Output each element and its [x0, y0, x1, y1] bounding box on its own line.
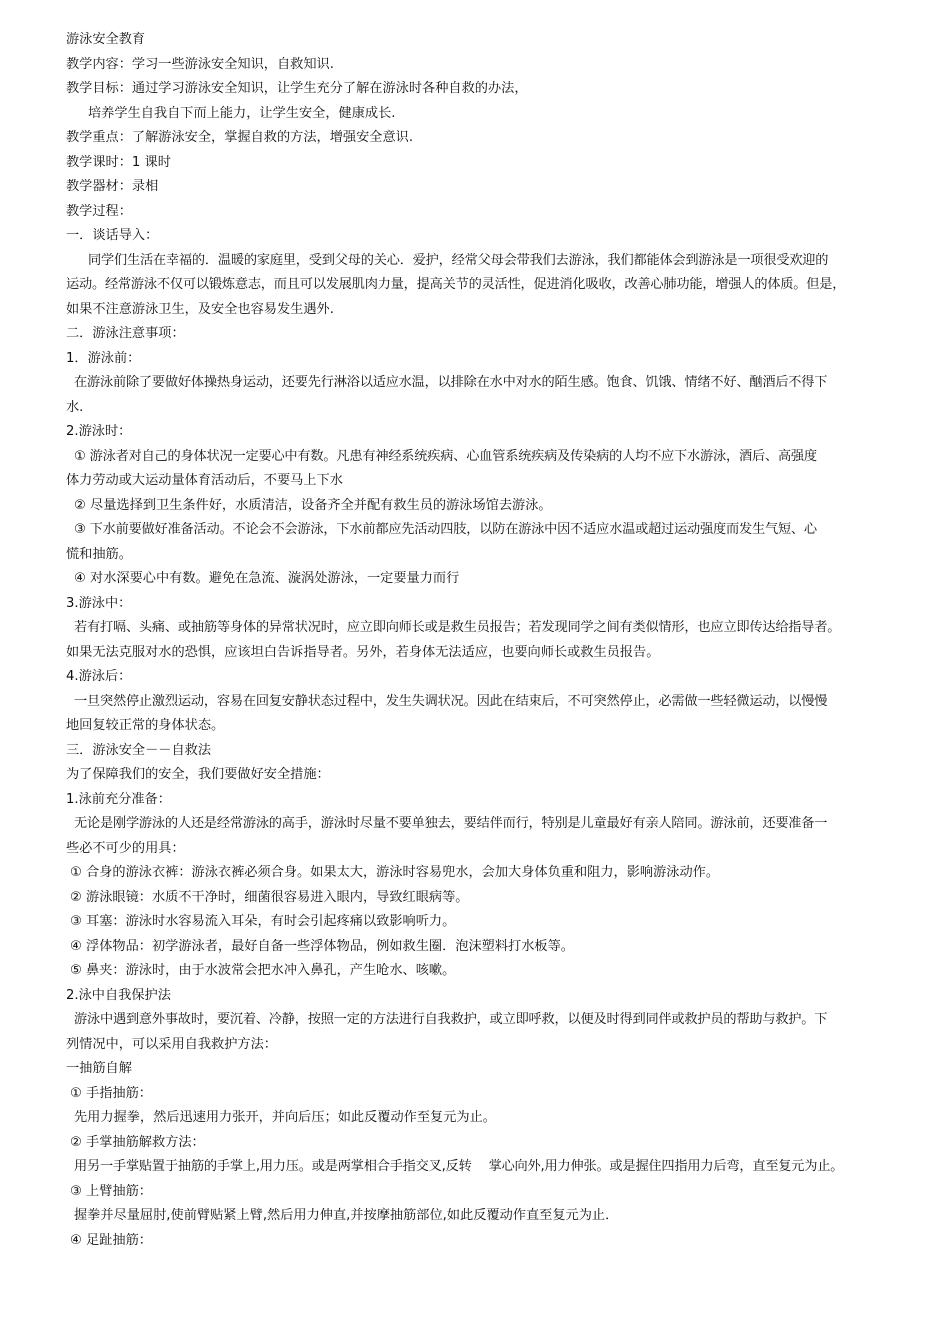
paragraph-line: 握拳并尽量屈肘,使前臂贴紧上臂,然后用力伸直,并按摩抽筋部位,如此反覆动作直至复元为止． — [74, 1208, 619, 1223]
paragraph-line: 如果不注意游泳卫生，及安全也容易发生遇外. — [66, 301, 334, 317]
paragraph-line: 列情况中，可以采用自我救护方法： — [66, 1036, 277, 1052]
teaching-process: 教学过程： — [66, 203, 132, 219]
section-heading: 一．谈话导入： — [66, 228, 159, 243]
paragraph-line: 运动。经常游泳不仅可以锻炼意志，而且可以发展肌肉力量，提高关节的灵活性，促进消化吸收，改善心肺功能，增强人的体质。但是， — [66, 277, 846, 292]
teaching-content: 教学内容：学习一些游泳安全知识，自救知识. — [66, 56, 334, 72]
teaching-materials: 教学器材：录相 — [66, 179, 159, 194]
paragraph-line: 水. — [66, 399, 84, 415]
paragraph-line: 同学们生活在幸福的．温暖的家庭里，受到父母的关心．爱护，经常父母会带我们去游泳，我们都能体会到游泳是一项很受欢迎的 — [88, 252, 829, 268]
paragraph-line: 先用力握拳，然后迅速用力张开，并向后压；如此反覆动作至复元为止。 — [74, 1110, 496, 1125]
list-item: ③ 上臂抽筋： — [70, 1183, 152, 1199]
paragraph-line: 一旦突然停止激烈运动，容易在回复安静状态过程中，发生失调状况。因此在结束后，不可突然停止，必需做一些轻微运动，以慢慢 — [74, 693, 828, 709]
document-body — [66, 28, 888, 1253]
list-item: ③ 下水前要做好准备活动。不论会不会游泳，下水前都应先活动四肢，以防在游泳中因不适应水温或超过运动强度而发生气短、心 — [74, 522, 817, 537]
subsection-heading: 1．游泳前： — [66, 350, 141, 366]
subsection-heading: 4.游泳后： — [66, 669, 132, 684]
list-item-continued: 慌和抽筋。 — [66, 546, 132, 562]
list-item-continued: 体力劳动或大运动量体育活动后，不要马上下水 — [66, 473, 343, 488]
teaching-focus: 教学重点：了解游泳安全，掌握自救的方法，增强安全意识. — [66, 130, 414, 145]
list-item: ② 游泳眼镜：水质不干净时，细菌很容易进入眼内，导致红眼病等。 — [70, 889, 469, 905]
teaching-hours: 教学课时：1 课时 — [66, 154, 171, 170]
paragraph-line: 无论是刚学游泳的人还是经常游泳的高手，游泳时尽量不要单独去，要结伴而行，特别是儿童最好有亲人陪同。游泳前，还要准备一 — [74, 816, 828, 831]
subsection-heading: 1.泳前充分准备： — [66, 791, 171, 807]
subsection-heading: 2.游泳时： — [66, 424, 132, 439]
paragraph-line: 游泳中遇到意外事故时，要沉着、冷静，按照一定的方法进行自我救护，或立即呼救，以便及时得到同伴或救护员的帮助与救护。下 — [74, 1012, 828, 1027]
list-item: ① 游泳者对自己的身体状况一定要心中有数。凡患有神经系统疾病、心血管系统疾病及传染病的人均不应下水游泳，酒后、高强度 — [74, 448, 817, 464]
paragraph-line: 若有打嗝、头痛、或抽筋等身体的异常状况时，应立即向师长或是救生员报告；若发现同学之间有类似情形，也应立即传达给指导者。 — [74, 620, 841, 635]
list-item: ① 手指抽筋： — [70, 1085, 152, 1101]
list-item: ⑤ 鼻夹：游泳时，由于水波常会把水冲入鼻孔，产生呛水、咳嗽。 — [70, 963, 456, 978]
list-item: ① 合身的游泳衣裤：游泳衣裤必须合身。如果太大，游泳时容易兜水，会加大身体负重和阻力，影响游泳动作。 — [70, 865, 720, 880]
teaching-goal: 教学目标：通过学习游泳安全知识，让学生充分了解在游泳时各种自救的办法， — [66, 81, 528, 96]
list-item: ④ 足趾抽筋： — [70, 1232, 152, 1248]
list-item: ④ 对水深要心中有数。避免在急流、漩涡处游泳，一定要量力而行 — [74, 571, 460, 586]
paragraph-line: 为了保障我们的安全，我们要做好安全措施： — [66, 767, 330, 782]
paragraph-line: 在游泳前除了要做好体操热身运动，还要先行淋浴以适应水温，以排除在水中对水的陌生感。饱食、饥饿、情绪不好、酗酒后不得下 — [74, 375, 828, 390]
paragraph-line: 些必不可少的用具： — [66, 840, 185, 856]
teaching-goal-continued: 培养学生自我自下而上能力，让学生安全，健康成长. — [88, 105, 396, 121]
list-item: ③ 耳塞：游泳时水容易流入耳朵，有时会引起疼痛以致影响听力。 — [70, 914, 456, 929]
subsection-heading: 2.泳中自我保护法 — [66, 987, 171, 1003]
list-item: ④ 浮体物品：初学游泳者，最好自备一些浮体物品，例如救生圈．泡沫塑料打水板等。 — [70, 938, 574, 954]
subsection-heading: 一抽筋自解 — [66, 1061, 132, 1076]
subsection-heading: 3.游泳中： — [66, 595, 132, 611]
paragraph-line: 如果无法克服对水的恐惧，应该坦白告诉指导者。另外，若身体无法适应，也要向师长或救生员报告。 — [66, 644, 660, 660]
list-item: ② 手掌抽筋解救方法： — [70, 1134, 205, 1150]
document-title: 游泳安全教育 — [66, 32, 146, 47]
section-heading: 二．游泳注意事项： — [66, 326, 185, 341]
section-heading: 三．游泳安全－－自救法 — [66, 742, 212, 758]
paragraph-line: 地回复较正常的身体状态。 — [66, 718, 225, 733]
list-item: ② 尽量选择到卫生条件好，水质清洁，设备齐全并配有救生员的游泳场馆去游泳。 — [74, 497, 552, 513]
paragraph-line: 用另一手掌贴置于抽筋的手掌上,用力压。或是两掌相合手指交叉,反转 掌心向外,用力伸张。或是握住四指用力后弯，直至复元为止。 — [74, 1159, 844, 1174]
